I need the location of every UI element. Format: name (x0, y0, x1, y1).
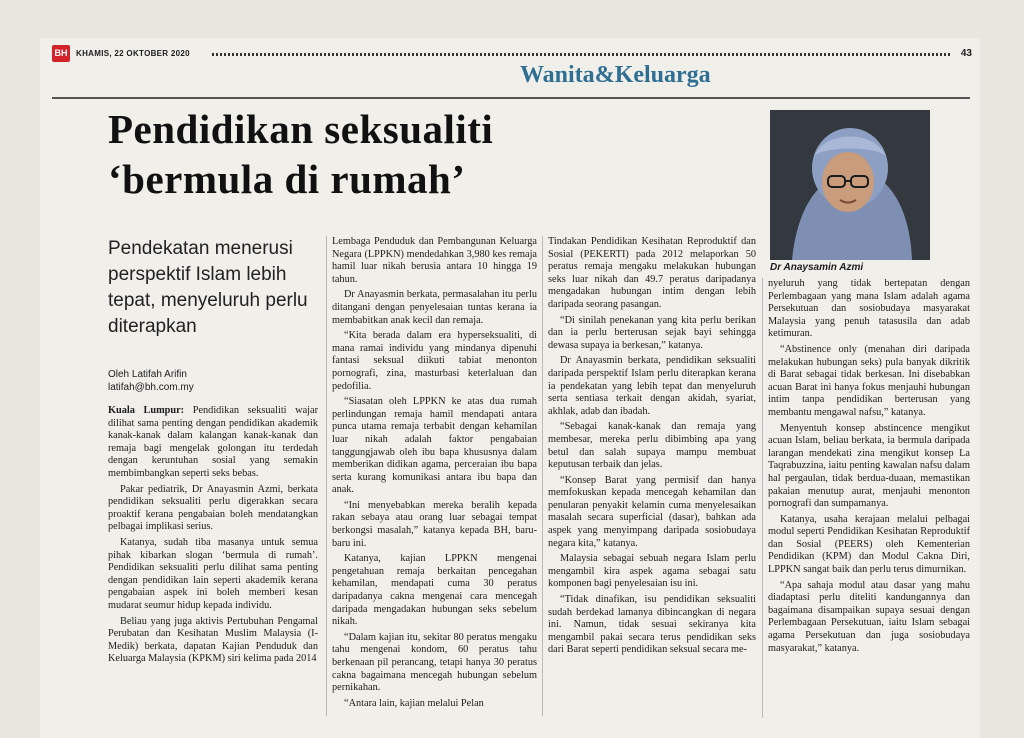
section-title-a: Wanita (520, 62, 595, 88)
section-title-b: Keluarga (614, 62, 711, 88)
issue-date: KHAMIS, 22 OKTOBER 2020 (76, 49, 190, 58)
column-divider (326, 236, 327, 716)
column-divider (542, 236, 543, 716)
paragraph: Pakar pediatrik, Dr Anayasmin Azmi, berkata pendidikan seksualiti perlu digerakkan secara proaktif kerana pengabaian boleh mendatangkan pelbagai implikasi serius. (108, 483, 318, 533)
paragraph: “Antara lain, kajian melalui Pelan (344, 697, 484, 709)
section-title-amp: & (594, 62, 615, 88)
paragraph: “Apa sahaja modul atau dasar yang mahu diadaptasi perlu diteliti kandungannya dan bagaimana disampaikan supaya sesuai dengan Perlembagaan Persekutuan, iaitu Islam sebagai agama Persekutuan dan juga sosiobudaya masyarakat,” katanya. (768, 579, 970, 654)
column-divider (762, 278, 763, 718)
photo-caption: Dr Anaysamin Azmi (770, 262, 864, 273)
section-rule (52, 97, 970, 99)
article-column-4 (768, 278, 970, 658)
paragraph: “Konsep Barat yang permisif dan hanya memfokuskan kepada mencegah kehamilan dan penularan penyakit kelamin cuma menyelesaikan masalah secara superficial (dasar), bahkan ada aspek yang menyimpang daripada sosiobudaya negara kita,” katanya. (548, 474, 756, 549)
paragraph: “Ini menyebabkan mereka beralih kepada rakan sebaya atau orang luar sebagai tempat berkongsi masalah,” katanya kepada BH, baru-baru ini. (332, 499, 537, 549)
paragraph: Dr Anayasmin berkata, pendidikan seksualiti daripada perspektif Islam perlu diterapkan kerana ia pendekatan yang lebih tepat dan menyeluruh serta sentiasa terkait dengan akidah, syariat, akhlak, adab dan ibadah. (548, 355, 756, 417)
article-column-1 (108, 405, 318, 669)
page-header (52, 48, 972, 62)
portrait-photo (770, 110, 930, 260)
standfirst: Pendekatan menerusi perspektif Islam lebih tepat, menyeluruh perlu diterapkan (108, 238, 308, 337)
paragraph: Malaysia sebagai sebuah negara Islam perlu mengambil kira aspek agama sebagai satu komponen bagi penyelesaian isu ini. (548, 553, 756, 590)
paragraph: Beliau yang juga aktivis Pertubuhan Pengamal Perubatan dan Kesihatan Muslim Malaysia (I-Medik) berkata, dapatan Kajian Penduduk dan Keluarga Malaysia (KPKM) siri kelima pada 2014 (108, 615, 318, 665)
portrait-illustration (770, 110, 930, 260)
paragraph (108, 405, 318, 481)
paragraph: “Abstinence only (menahan diri daripada melakukan hubungan seks) pula banyak dikritik di Barat sebagai tidak berkesan. Ini disebabkan acuan Barat ini hanya fokus menjauhi hubungan intim tanpa pendidikan berterusan yang membantu mengawal nafsu,” katanya. (768, 343, 970, 418)
article-column-3 (548, 236, 756, 660)
paragraph: Lembaga Penduduk dan Pembangunan Keluarga Negara (LPPKN) mendedahkan 3,980 kes remaja hamil luar nikah berusia antara 10 hingga 19 tahun. (332, 236, 537, 285)
paragraph: Dr Anayasmin berkata, permasalahan itu perlu ditangani dengan penyelesaian tuntas kerana ia membabitkan anak kecil dan remaja. (332, 289, 537, 326)
article-column-2 (332, 236, 537, 713)
paragraph: Katanya, usaha kerajaan melalui pelbagai modul seperti Pendidikan Kesihatan Reproduktif dan Sosial (PEERS) oleh Kementerian Pendidikan (KPM) dan Modul Cakna Diri, LPPKN sangat baik dan perlu terus dimurnikan. (768, 513, 970, 576)
paragraph: “Tidak dinafikan, isu pendidikan seksualiti sudah berdekad lamanya dibincangkan di negara ini. Namun, tidak sesuai sekiranya kita mengambil pakai secara terus pendidikan seks dari Barat seperti pendidikan seksual secara me- (548, 594, 756, 656)
paragraph: Katanya, kajian LPPKN mengenai pengetahuan remaja berkaitan pencegahan kehamilan, mendapati cuma 30 peratus daripadanya cakna mengenai cara mencegah daripada mengadakan hubungan seks sebelum nikah. (332, 553, 537, 628)
paragraph: Menyentuh konsep abstincence mengikut acuan Islam, beliau berkata, ia bermula daripada larangan mendekati zina mengikut konsep La Taqrabuzzina, iaitu penting kawalan nafsu dalam hal pergaulan, tidak berdua-duaan, memastikan pakaian menutup aurat, menjauhi menonton pornografi dan sumpamanya. (768, 422, 970, 510)
author-name: Oleh Latifah Arifin (108, 369, 187, 380)
header-rule (212, 53, 952, 56)
byline (108, 368, 323, 394)
paragraph: Katanya, sudah tiba masanya untuk semua pihak kibarkan slogan ‘bermula di rumah’. Pendidikan seksualiti perlu dilihat sama penting dengan pendidikan lain seperti akademik kerana pengabaian aspek ini boleh memberi kesan mudarat seumur hidup kepada individu. (108, 536, 318, 611)
section-title (520, 62, 711, 89)
paragraph: “Di sinilah penekanan yang kita perlu berikan dan ia perlu berterusan sejak bayi sehingga dewasa supaya ia berkesan,” katanya. (548, 314, 756, 351)
author-email: latifah@bh.com.my (108, 382, 194, 393)
publication-logo: BH (52, 45, 70, 62)
headline-line-1: Pendidikan seksualiti (108, 106, 494, 152)
paragraph: Tindakan Pendidikan Kesihatan Reproduktif dan Sosial (PEKERTI) pada 2012 melaporkan 50 peratus remaja mengaku melakukan hubungan seks luar nikah dan 49.7 peratus daripadanya mengadakan hubungan intim dengan lebih daripada seorang pasangan. (548, 236, 756, 310)
paragraph: “Sebagai kanak-kanak dan remaja yang membesar, mereka perlu dibimbing apa yang betul dan salah supaya mampu membuat keputusan terbaik dan jelas. (548, 421, 756, 471)
page-number: 43 (960, 48, 972, 59)
paragraph: “Siasatan oleh LPPKN ke atas dua rumah perlindungan remaja hamil mendapati antara punca utama remaja terbabit dengan kehamilan luar nikah adalah faktor pengabaian tanggungjawab oleh ibu bapa khususnya dalam memberikan didikan agama, perceraian ibu bapa serta kurang komunikasi antara ibu bapa dan anak. (332, 396, 537, 496)
paragraph: “Dalam kajian itu, sekitar 80 peratus mengaku tahu mengenai kondom, 60 peratus tahu berkenaan pil perancang, tetapi hanya 30 peratus cakna bagaimana mencegah hubungan sebelum pernikahan. (332, 631, 537, 694)
headline (108, 104, 668, 204)
paragraph-text: Pendidikan seksualiti wajar dilihat sama penting dengan pendidikan akademik kanak-kanak dalam kalangan kanak-kanak dan remaja bagi mengelak golongan itu terdedah dengan keruntuhan sosial yang semakin membimbangkan seperti seks bebas. (108, 405, 318, 479)
headline-line-2: ‘bermula di rumah’ (108, 156, 466, 202)
paragraph: nyeluruh yang tidak bertepatan dengan Perlembagaan yang mana Islam adalah agama Persekutuan dan sosiobudaya masyarakat Malaysia yang penuh tatasusila dan adab ketimuran. (768, 278, 970, 340)
dateline: Kuala Lumpur: (108, 405, 185, 416)
paragraph: “Kita berada dalam era hyperseksualiti, di mana ramai individu yang mindanya dipenuhi fantasi seksual diikuti tabiat menonton pornografi, zina, masturbasi keterlaluan dan pedofilia. (332, 330, 537, 392)
